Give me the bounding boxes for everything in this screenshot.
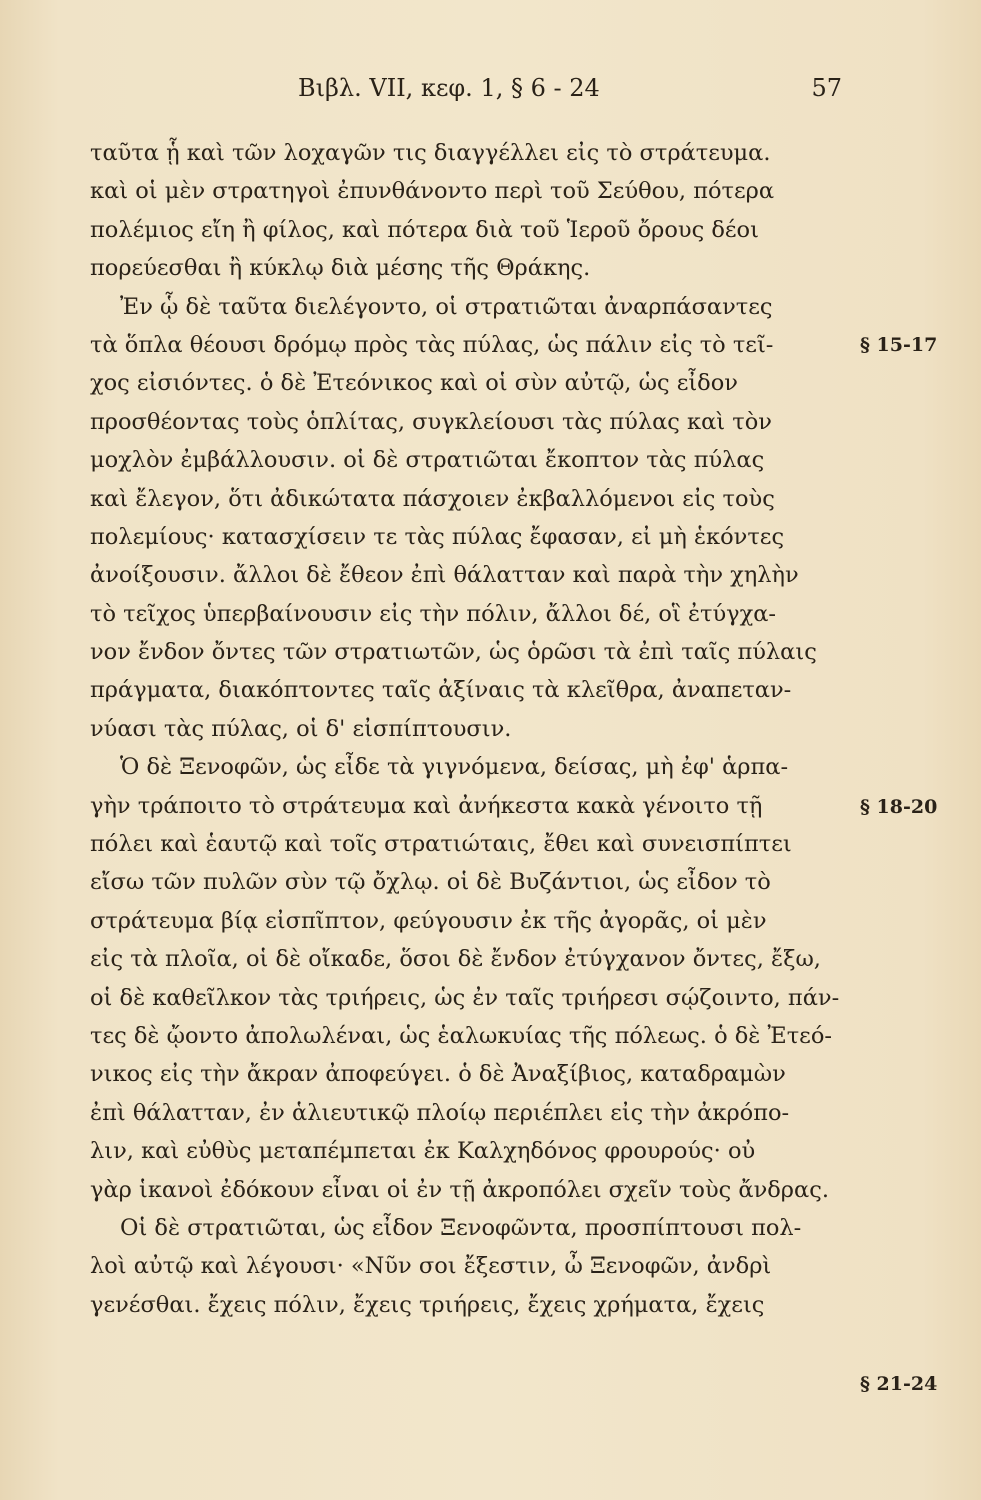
text-line: γὴν τράποιτο τὸ στράτευμα καὶ ἀνήκεστα κακὰ γένοιτο τῇ	[90, 792, 763, 819]
text-line: μοχλὸν ἐμβάλλουσιν. οἱ δὲ στρατιῶται ἔκοπτον τὰς πύλας	[90, 447, 765, 474]
text-line: ταῦτα ᾗ καὶ τῶν λοχαγῶν τις διαγγέλλει εἰς τὸ στράτευμα.	[90, 140, 771, 166]
text-line: πορεύεσθαι ἢ κύκλῳ διὰ μέσης τῆς Θράκης.	[90, 255, 591, 282]
margin-section-note: § 21-24	[860, 1373, 938, 1395]
text-line: πολέμιος εἴη ἢ φίλος, καὶ πότερα διὰ τοῦ Ἱεροῦ ὄρους δέοι	[90, 216, 759, 243]
margin-section-note: § 15-17	[860, 334, 938, 356]
text-line: χος εἰσιόντες. ὁ δὲ Ἐτεόνικος καὶ οἱ σὺν αὐτῷ, ὡς εἶδον	[90, 370, 738, 397]
text-line: προσθέοντας τοὺς ὁπλίτας, συγκλείουσι τὰς πύλας καὶ τὸν	[90, 408, 772, 435]
text-line: γενέσθαι. ἔχεις πόλιν, ἔχεις τριήρεις, ἔχεις χρήματα, ἔχεις	[90, 1291, 765, 1318]
text-line: νικος εἰς τὴν ἄκραν ἀποφεύγει. ὁ δὲ Ἀναξίβιος, καταδραμὼν	[90, 1061, 786, 1088]
text-line: ἐπὶ θάλατταν, ἐν ἁλιευτικῷ πλοίῳ περιέπλει εἰς τὴν ἀκρόπο-	[90, 1099, 790, 1126]
text-line: Οἱ δὲ στρατιῶται, ὡς εἶδον Ξενοφῶντα, προσπίπτουσι πολ-	[120, 1214, 802, 1241]
text-line: Ἐν ᾧ δὲ ταῦτα διελέγοντο, οἱ στρατιῶται ἀναρπάσαντες	[120, 293, 773, 320]
page-body	[90, 134, 850, 1324]
page-header	[90, 74, 842, 114]
text-line: εἰς τὰ πλοῖα, οἱ δὲ οἴκαδε, ὅσοι δὲ ἔνδον ἐτύγχανον ὄντες, ἔξω,	[90, 946, 821, 973]
text-line: οἱ δὲ καθεῖλκον τὰς τριήρεις, ὡς ἐν ταῖς τριήρεσι σῴζοιντο, πάν-	[90, 984, 840, 1011]
text-line: λοὶ αὐτῷ καὶ λέγουσι· «Νῦν σοι ἔξεστιν, ὦ Ξενοφῶν, ἀνδρὶ	[90, 1253, 772, 1280]
text-line: τες δὲ ᾤοντο ἀπολωλέναι, ὡς ἑαλωκυίας τῆς πόλεως. ὁ δὲ Ἐτεό-	[90, 1022, 832, 1049]
text-line: στράτευμα βίᾳ εἰσπῖπτον, φεύγουσιν ἐκ τῆς ἀγορᾶς, οἱ μὲν	[90, 907, 767, 934]
text-line: νύασι τὰς πύλας, οἱ δ' εἰσπίπτουσιν.	[90, 715, 512, 742]
text-line: πολεμίους· κατασχίσειν τε τὰς πύλας ἔφασαν, εἰ μὴ ἑκόντες	[90, 523, 785, 550]
text-line: νον ἔνδον ὄντες τῶν στρατιωτῶν, ὡς ὁρῶσι τὰ ἐπὶ ταῖς πύλαις	[90, 639, 817, 666]
text-line: λιν, καὶ εὐθὺς μεταπέμπεται ἐκ Καλχηδόνος φρουρούς· οὐ	[90, 1138, 756, 1165]
text-line: καὶ ἔλεγον, ὅτι ἀδικώτατα πάσχοιεν ἐκβαλλόμενοι εἰς τοὺς	[90, 485, 775, 512]
page-number: 57	[811, 74, 842, 102]
text-line: καὶ οἱ μὲν στρατηγοὶ ἐπυνθάνοντο περὶ τοῦ Σεύθου, πότερα	[90, 178, 775, 205]
margin-section-note: § 18-20	[860, 796, 938, 818]
running-head: Βιβλ. VII, κεφ. 1, § 6 - 24	[298, 74, 600, 102]
text-line: τὸ τεῖχος ὑπερβαίνουσιν εἰς τὴν πόλιν, ἄλλοι δέ, οἳ ἐτύγχα-	[90, 600, 777, 627]
text-line: πόλει καὶ ἑαυτῷ καὶ τοῖς στρατιώταις, ἔθει καὶ συνεισπίπτει	[90, 831, 792, 858]
text-line: Ὁ δὲ Ξενοφῶν, ὡς εἶδε τὰ γιγνόμενα, δείσας, μὴ ἐφ' ἁρπα-	[120, 754, 789, 781]
text-line: γὰρ ἱκανοὶ ἐδόκουν εἶναι οἱ ἐν τῇ ἀκροπόλει σχεῖν τοὺς ἄνδρας.	[90, 1176, 829, 1203]
text-line: εἴσω τῶν πυλῶν σὺν τῷ ὄχλῳ. οἱ δὲ Βυζάντιοι, ὡς εἶδον τὸ	[90, 869, 771, 896]
text-line: ἀνοίξουσιν. ἄλλοι δὲ ἔθεον ἐπὶ θάλατταν καὶ παρὰ τὴν χηλὴν	[90, 562, 799, 589]
text-line: πράγματα, διακόπτοντες ταῖς ἀξίναις τὰ κλεῖθρα, ἀναπεταν-	[90, 677, 792, 704]
text-line: τὰ ὅπλα θέουσι δρόμῳ πρὸς τὰς πύλας, ὡς πάλιν εἰς τὸ τεῖ-	[90, 331, 774, 358]
